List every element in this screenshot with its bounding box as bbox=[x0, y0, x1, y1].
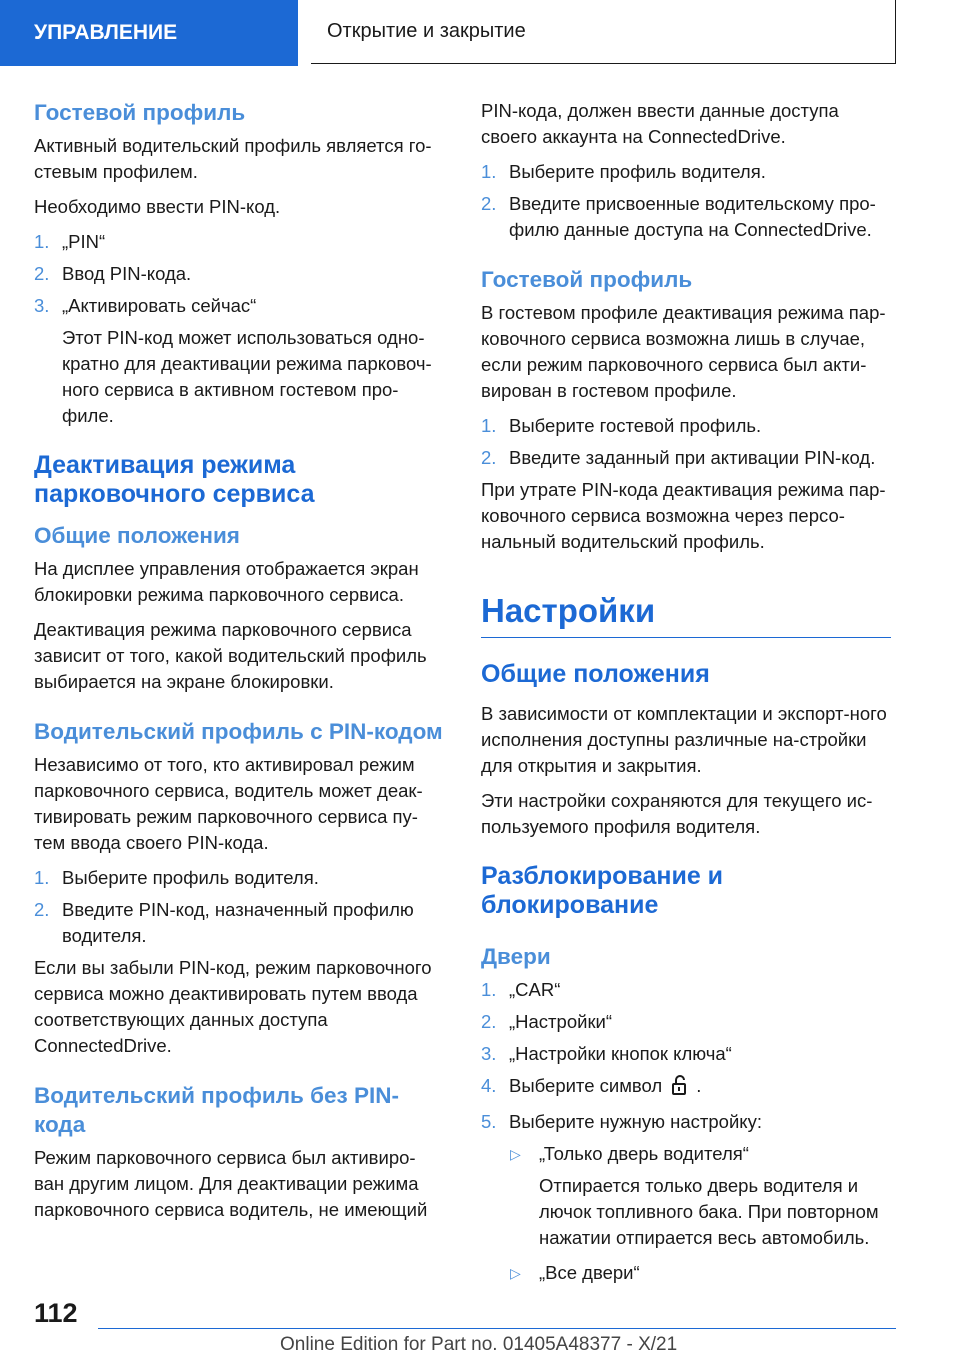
list-item bbox=[34, 229, 444, 255]
step-text: „Активировать сейчас“ bbox=[62, 295, 257, 316]
heading-guest-profile-2: Гостевой профиль bbox=[481, 267, 693, 292]
chapter-title: Открытие и закрытие bbox=[311, 0, 896, 64]
step-text: Введите PIN-код, назначенный профилю водителя. bbox=[62, 899, 414, 946]
paragraph: Независимо от того, кто активировал режим парковочного сервиса, водитель может деак-тивировать режим парковочного сервиса пу-тем ввода своего PIN-кода. bbox=[34, 754, 423, 853]
step-number: 2. bbox=[34, 899, 50, 920]
step-text: „CAR“ bbox=[509, 979, 561, 1000]
heading-unlock-lock: Разблокирование и блокирование bbox=[481, 862, 724, 919]
paragraph: Эти настройки сохраняются для текущего ис-пользуемого профиля водителя. bbox=[481, 790, 873, 837]
paragraph: Активный водительский профиль является го-стевым профилем. bbox=[34, 135, 432, 182]
step-text-end: . bbox=[696, 1075, 702, 1096]
sub-item-text: „Только дверь водителя“ bbox=[539, 1143, 749, 1164]
paragraph: Необходимо ввести PIN-код. bbox=[34, 196, 281, 217]
footer-divider bbox=[98, 1328, 896, 1329]
step-text: Выберите профиль водителя. bbox=[509, 161, 766, 182]
paragraph: В гостевом профиле деактивация режима пар-ковочного сервиса возможна лишь в случае, если режим парковочного сервиса был акти-вирован в гостевом профиле. bbox=[481, 302, 886, 401]
step-text: „Настройки“ bbox=[509, 1011, 613, 1032]
paragraph: В зависимости от комплектации и экспорт-ного исполнения доступны различные на-стройки для открытия и закрытия. bbox=[481, 703, 887, 776]
list-item bbox=[34, 261, 444, 287]
heading-guest-profile: Гостевой профиль bbox=[34, 100, 246, 125]
list-item bbox=[481, 1109, 891, 1135]
step-text: Ввод PIN-кода. bbox=[62, 263, 192, 284]
paragraph: PIN-кода, должен ввести данные доступа своего аккаунта на ConnectedDrive. bbox=[481, 100, 839, 147]
page-number: 112 bbox=[34, 1298, 78, 1328]
step-number: 1. bbox=[34, 231, 50, 252]
step-text: „PIN“ bbox=[62, 231, 106, 252]
heading-settings: Настройки bbox=[481, 591, 891, 638]
triangle-bullet-icon: ▷ bbox=[510, 1265, 521, 1281]
step-number: 5. bbox=[481, 1111, 497, 1132]
list-item bbox=[481, 1041, 891, 1067]
step-text: Выберите символ bbox=[509, 1075, 663, 1096]
step-text: Выберите нужную настройку: bbox=[509, 1111, 762, 1132]
step-note: Этот PIN-код может использоваться одно-кратно для деактивации режима парковоч-ного сервиса в активном гостевом про-филе. bbox=[62, 327, 432, 426]
step-number: 3. bbox=[34, 295, 50, 316]
step-number: 1. bbox=[481, 415, 497, 436]
sub-item-text: „Все двери“ bbox=[539, 1262, 640, 1283]
paragraph: Режим парковочного сервиса был активиро-ван другим лицом. Для деактивации режима парковочного сервиса водитель, не имеющий bbox=[34, 1147, 428, 1220]
step-number: 1. bbox=[481, 979, 497, 1000]
step-text: Выберите профиль водителя. bbox=[62, 867, 319, 888]
list-item bbox=[481, 191, 891, 243]
paragraph: При утрате PIN-кода деактивация режима пар-ковочного сервиса возможна через персо-нальный водительский профиль. bbox=[481, 479, 886, 552]
list-item bbox=[481, 159, 891, 185]
footer-edition: Online Edition for Part no. 01405A48377 - X/21 bbox=[280, 1334, 678, 1355]
heading-doors: Двери bbox=[481, 944, 551, 969]
step-text: Выберите гостевой профиль. bbox=[509, 415, 762, 436]
step-number: 2. bbox=[34, 263, 50, 284]
paragraph: Деактивация режима парковочного сервиса зависит от того, какой водительский профиль выбирается на экране блокировки. bbox=[34, 619, 427, 692]
step-text: Введите заданный при активации PIN-код. bbox=[509, 447, 876, 468]
paragraph: Если вы забыли PIN-код, режим парковочного сервиса можно деактивировать путем ввода соответствующих данных доступа ConnectedDrive. bbox=[34, 957, 432, 1056]
heading-settings-general: Общие положения bbox=[481, 660, 710, 688]
list-item bbox=[481, 1073, 891, 1103]
heading-nopin-profile: Водительский профиль без PIN-кода bbox=[34, 1083, 399, 1137]
left-column bbox=[34, 98, 444, 1232]
step-number: 2. bbox=[481, 1011, 497, 1032]
list-item bbox=[34, 865, 444, 891]
heading-general: Общие положения bbox=[34, 523, 240, 548]
right-column bbox=[481, 98, 891, 1292]
step-number: 2. bbox=[481, 193, 497, 214]
step-number: 2. bbox=[481, 447, 497, 468]
step-number: 1. bbox=[481, 161, 497, 182]
sub-list-item bbox=[481, 1141, 891, 1167]
list-item bbox=[481, 977, 891, 1003]
page-header bbox=[0, 0, 960, 66]
heading-deactivation: Деактивация режима парковочного сервиса bbox=[34, 451, 315, 508]
step-text: Введите присвоенные водительскому про-филю данные доступа на ConnectedDrive. bbox=[509, 193, 876, 240]
step-number: 4. bbox=[481, 1075, 497, 1096]
list-item bbox=[481, 413, 891, 439]
section-tab: УПРАВЛЕНИЕ bbox=[0, 0, 298, 66]
heading-pin-profile: Водительский профиль с PIN-кодом bbox=[34, 719, 443, 744]
sub-list-item bbox=[481, 1260, 891, 1286]
list-item bbox=[481, 445, 891, 471]
list-item bbox=[34, 897, 444, 949]
list-item bbox=[34, 293, 444, 319]
step-number: 3. bbox=[481, 1043, 497, 1064]
triangle-bullet-icon: ▷ bbox=[510, 1146, 521, 1162]
sub-item-note: Отпирается только дверь водителя и лючок топливного бака. При повторном нажатии отпирается весь автомобиль. bbox=[539, 1175, 879, 1248]
unlock-padlock-icon bbox=[670, 1074, 692, 1103]
paragraph: На дисплее управления отображается экран блокировки режима парковочного сервиса. bbox=[34, 558, 419, 605]
step-number: 1. bbox=[34, 867, 50, 888]
list-item bbox=[481, 1009, 891, 1035]
step-text: „Настройки кнопок ключа“ bbox=[509, 1043, 732, 1064]
